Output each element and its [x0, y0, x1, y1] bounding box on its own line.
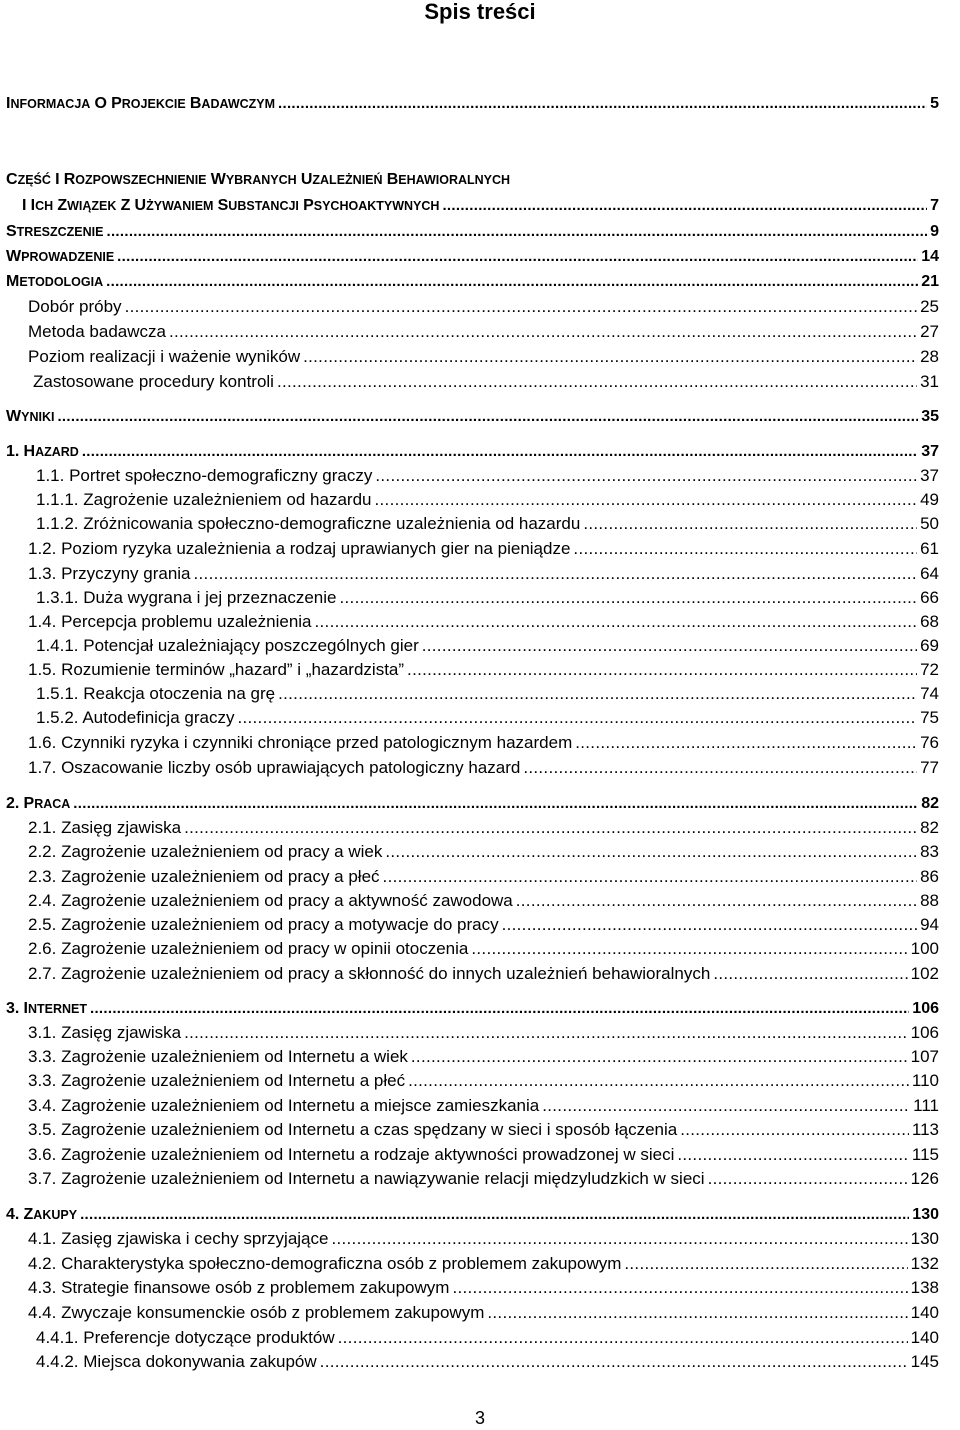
- toc-entry-title: 4.3. Strategie finansowe osób z problemem zakupowym: [28, 1278, 450, 1297]
- toc-entry-title: 1.4.1. Potencjał uzależniający poszczególnych gier: [36, 636, 419, 655]
- toc-page-number: 132: [910, 1254, 939, 1273]
- toc-dot-leader: [169, 320, 917, 344]
- toc-dot-leader: [713, 962, 907, 986]
- toc-entry[interactable]: [36, 706, 939, 730]
- toc-entry-title: 2.5. Zagrożenie uzależnieniem od pracy a motywacje do pracy: [28, 915, 499, 934]
- toc-entry-title: I ICH ZWIĄZEK Z UŻYWANIEM SUBSTANCJI PSYCHOAKTYWNYCH: [22, 197, 440, 214]
- toc-dot-leader: [125, 295, 918, 319]
- toc-entry-title: 1. HAZARD: [6, 443, 79, 460]
- toc-entry[interactable]: [28, 658, 939, 682]
- toc-entry[interactable]: [28, 816, 939, 840]
- toc-page-number: 130: [910, 1229, 939, 1248]
- toc-dot-leader: [278, 92, 927, 116]
- toc-entry[interactable]: [28, 562, 939, 586]
- toc-entry-title: 1.7. Oszacowanie liczby osób uprawiających patologiczny hazard: [28, 758, 521, 777]
- toc-entry[interactable]: [28, 913, 939, 937]
- toc-entry-title: 1.5.2. Autodefinicja graczy: [36, 708, 235, 727]
- toc-entry-title: 1.1.1. Zagrożenie uzależnieniem od hazardu: [36, 490, 372, 509]
- toc-page-number: 28: [920, 347, 939, 366]
- toc-entry[interactable]: [28, 1094, 939, 1118]
- toc-dot-leader: [487, 1301, 907, 1325]
- toc-page-number: 106: [910, 1023, 939, 1042]
- toc-dot-leader: [523, 756, 917, 780]
- toc-page-number: 37: [920, 466, 939, 485]
- toc-page-number: 68: [920, 612, 939, 631]
- toc-entry-title: WYNIKI: [6, 408, 55, 425]
- toc-entry-title: CZĘŚĆ I ROZPOWSZECHNIENIE WYBRANYCH UZALEŻNIEŃ BEHAWIORALNYCH: [6, 171, 511, 188]
- toc-entry-title: 1.3.1. Duża wygrana i jej przeznaczenie: [36, 588, 337, 607]
- toc-page-number: 35: [921, 408, 939, 425]
- toc-entry[interactable]: [28, 1118, 939, 1142]
- toc-entry-title: 1.3. Przyczyny grania: [28, 564, 191, 583]
- toc-dot-leader: [411, 1045, 908, 1069]
- toc-dot-leader: [73, 792, 918, 816]
- toc-page-number: 49: [920, 490, 939, 509]
- toc-section-entry[interactable]: [6, 440, 939, 464]
- toc-entry[interactable]: [28, 1227, 939, 1251]
- toc-dot-leader: [106, 220, 927, 244]
- toc-dot-leader: [303, 345, 917, 369]
- toc-page-number: 88: [920, 891, 939, 910]
- toc-entry-title: STRESZCZENIE: [6, 223, 104, 240]
- page-title: Spis treści: [424, 0, 536, 24]
- toc-entry[interactable]: [28, 537, 939, 561]
- toc-entry[interactable]: [36, 634, 939, 658]
- toc-entry-title: Dobór próby: [28, 297, 122, 316]
- toc-dot-leader: [442, 194, 927, 218]
- toc-dot-leader: [542, 1094, 910, 1118]
- toc-page-number: 25: [920, 297, 939, 316]
- toc-dot-leader: [320, 1350, 908, 1374]
- toc-page-number: 86: [920, 867, 939, 886]
- toc-page-number: 82: [920, 818, 939, 837]
- toc-dot-leader: [516, 889, 917, 913]
- toc-page-number: 145: [910, 1352, 939, 1371]
- toc-entry-title: 3.7. Zagrożenie uzależnieniem od Internetu a nawiązywanie relacji międzyludzkich w sieci: [28, 1169, 705, 1188]
- toc-entry-title: Zastosowane procedury kontroli: [33, 372, 274, 391]
- toc-entry[interactable]: [28, 889, 939, 913]
- page-number: 3: [474, 1408, 485, 1428]
- toc-page-number: 64: [920, 564, 939, 583]
- toc-entry-title: 1.4. Percepcja problemu uzależnienia: [28, 612, 312, 631]
- toc-section-entry[interactable]: [6, 220, 939, 244]
- toc-page-number: 115: [911, 1145, 939, 1164]
- toc-dot-leader: [624, 1252, 907, 1276]
- toc-entry-title: 4. ZAKUPY: [6, 1206, 78, 1223]
- toc-page-number: 140: [910, 1303, 939, 1322]
- toc-entry[interactable]: [36, 586, 939, 610]
- toc-dot-leader: [452, 1276, 907, 1300]
- toc-page-number: 31: [920, 372, 939, 391]
- toc-dot-leader: [237, 706, 917, 730]
- toc-page-number: 111: [913, 1096, 939, 1115]
- toc-dot-leader: [575, 731, 917, 755]
- toc-entry-title: 4.4.2. Miejsca dokonywania zakupów: [36, 1352, 317, 1371]
- toc-entry[interactable]: [28, 295, 939, 319]
- toc-page-number: 83: [920, 842, 939, 861]
- toc-entry[interactable]: [36, 1326, 939, 1350]
- toc-page-number: 76: [920, 733, 939, 752]
- toc-entry-title: 1.1.2. Zróżnicowania społeczno-demograficzne uzależnienia od hazardu: [36, 514, 581, 533]
- toc-entry-title: 3.6. Zagrożenie uzależnieniem od Internetu a rodzaje aktywności prowadzonej w sieci: [28, 1145, 675, 1164]
- toc-entry-title: 3.3. Zagrożenie uzależnieniem od Internetu a płeć: [28, 1071, 406, 1090]
- toc-dot-leader: [315, 610, 918, 634]
- toc-page-number: 100: [910, 939, 939, 958]
- toc-entry-title: 2.6. Zagrożenie uzależnieniem od pracy w opinii otoczenia: [28, 939, 469, 958]
- toc-entry[interactable]: [28, 1167, 939, 1191]
- toc-entry-title: WPROWADZENIE: [6, 248, 115, 265]
- toc-page-number: 21: [921, 273, 939, 290]
- toc-entry[interactable]: [28, 1021, 939, 1045]
- toc-entry-title: 2.4. Zagrożenie uzależnieniem od pracy a aktywność zawodowa: [28, 891, 513, 910]
- toc-dot-leader: [708, 1167, 908, 1191]
- toc-page-number: 106: [912, 1000, 939, 1017]
- toc-dot-leader: [385, 840, 917, 864]
- toc-dot-leader: [184, 816, 917, 840]
- toc-dot-leader: [407, 658, 917, 682]
- toc-dot-leader: [471, 937, 907, 961]
- toc-entry-title: 3.3. Zagrożenie uzależnieniem od Internetu a wiek: [28, 1047, 408, 1066]
- toc-page-number: 102: [910, 964, 939, 983]
- toc-entry-title: 4.4.1. Preferencje dotyczące produktów: [36, 1328, 335, 1347]
- toc-dot-leader: [57, 405, 918, 429]
- toc-entry-title: 1.2. Poziom ryzyka uzależnienia a rodzaj uprawianych gier na pieniądze: [28, 539, 571, 558]
- toc-entry[interactable]: [28, 1045, 939, 1069]
- toc-entry-title: 2.7. Zagrożenie uzależnieniem od pracy a skłonność do innych uzależnień behawioralnych: [28, 964, 711, 983]
- toc-page-number: 61: [920, 539, 939, 558]
- toc-entry-title: 2.2. Zagrożenie uzależnieniem od pracy a wiek: [28, 842, 383, 861]
- toc-page-number: 140: [910, 1328, 939, 1347]
- toc-entry[interactable]: [36, 682, 939, 706]
- toc-page-number: 27: [920, 322, 939, 341]
- toc-dot-leader: [278, 682, 917, 706]
- toc-section-entry[interactable]: [6, 270, 939, 294]
- toc-entry[interactable]: [36, 488, 939, 512]
- toc-entry[interactable]: [28, 865, 939, 889]
- toc-page-number: 14: [921, 248, 939, 265]
- toc-entry-title: 1.5. Rozumienie terminów „hazard” i „hazardzista”: [28, 660, 405, 679]
- toc-page-number: 77: [920, 758, 939, 777]
- toc-page-number: 69: [920, 636, 939, 655]
- toc-entry-title: 3.1. Zasięg zjawiska: [28, 1023, 182, 1042]
- toc-page-number: 126: [910, 1169, 939, 1188]
- toc-dot-leader: [338, 1326, 908, 1350]
- toc-section-entry[interactable]: [6, 92, 939, 116]
- toc-page-number: 138: [910, 1278, 939, 1297]
- toc-page-number: 130: [912, 1206, 939, 1223]
- toc-dot-leader: [408, 1069, 909, 1093]
- toc-page-number: 72: [920, 660, 939, 679]
- toc-dot-leader: [331, 1227, 907, 1251]
- toc-entry-title: INFORMACJA O PROJEKCIE BADAWCZYM: [6, 95, 276, 112]
- toc-entry[interactable]: [36, 1350, 939, 1374]
- toc-entry[interactable]: [28, 731, 939, 755]
- toc-dot-leader: [375, 464, 917, 488]
- toc-dot-leader: [340, 586, 918, 610]
- toc-page-number: 50: [920, 514, 939, 533]
- toc-dot-leader: [82, 440, 918, 464]
- toc-entry-title: 2. PRACA: [6, 795, 71, 812]
- toc-dot-leader: [677, 1143, 909, 1167]
- toc-page-number: 7: [930, 197, 939, 214]
- toc-page-number: 75: [920, 708, 939, 727]
- toc-entry-title: 3. INTERNET: [6, 1000, 87, 1017]
- toc-entry-title: 4.4. Zwyczaje konsumenckie osób z problemem zakupowym: [28, 1303, 485, 1322]
- toc-entry[interactable]: [28, 1143, 939, 1167]
- toc-dot-leader: [106, 270, 918, 294]
- toc-page-number: 37: [921, 443, 939, 460]
- toc-dot-leader: [583, 512, 917, 536]
- toc-dot-leader: [90, 997, 909, 1021]
- toc-section-entry[interactable]: [6, 792, 939, 816]
- toc-entry-title: Poziom realizacji i ważenie wyników: [28, 347, 301, 366]
- toc-entry[interactable]: [28, 962, 939, 986]
- toc-page-number: 74: [920, 684, 939, 703]
- toc-dot-leader: [194, 562, 918, 586]
- toc-page-number: 113: [911, 1120, 939, 1139]
- toc-section-entry[interactable]: [22, 194, 939, 218]
- toc-entry[interactable]: [28, 937, 939, 961]
- toc-section-entry[interactable]: [6, 1203, 939, 1227]
- toc-entry[interactable]: [28, 756, 939, 780]
- toc-section-entry[interactable]: [6, 405, 939, 429]
- toc-dot-leader: [573, 537, 917, 561]
- toc-page-number: 110: [911, 1071, 939, 1090]
- toc-entry[interactable]: [28, 1301, 939, 1325]
- toc-entry[interactable]: [28, 345, 939, 369]
- toc-entry-title: 1.5.1. Reakcja otoczenia na grę: [36, 684, 276, 703]
- toc-entry[interactable]: [28, 1069, 939, 1093]
- toc-entry-title: 1.6. Czynniki ryzyka i czynniki chroniące przed patologicznym hazardem: [28, 733, 573, 752]
- toc-dot-leader: [422, 634, 917, 658]
- toc-dot-leader: [375, 488, 918, 512]
- toc-entry[interactable]: [28, 1276, 939, 1300]
- toc-page-number: 82: [921, 795, 939, 812]
- toc-dot-leader: [383, 865, 918, 889]
- toc-page-number: 66: [920, 588, 939, 607]
- toc-page-number: 94: [920, 915, 939, 934]
- toc-entry-title: 4.2. Charakterystyka społeczno-demograficzna osób z problemem zakupowym: [28, 1254, 622, 1273]
- toc-entry[interactable]: [28, 610, 939, 634]
- toc-entry-title: 3.5. Zagrożenie uzależnieniem od Internetu a czas spędzany w sieci i sposób łączenia: [28, 1120, 678, 1139]
- toc-dot-leader: [80, 1203, 909, 1227]
- toc-entry-title: METODOLOGIA: [6, 273, 104, 290]
- toc-entry-title: 1.1. Portret społeczno-demograficzny graczy: [36, 466, 373, 485]
- toc-dot-leader: [184, 1021, 908, 1045]
- toc-dot-leader: [680, 1118, 909, 1142]
- toc-entry-title: 2.3. Zagrożenie uzależnieniem od pracy a płeć: [28, 867, 380, 886]
- toc-entry-title: 2.1. Zasięg zjawiska: [28, 818, 182, 837]
- toc-page-number: 107: [910, 1047, 939, 1066]
- toc-entry[interactable]: [36, 464, 939, 488]
- toc-entry[interactable]: [36, 512, 939, 536]
- toc-page-number: 9: [930, 223, 939, 240]
- toc-entry-title: Metoda badawcza: [28, 322, 166, 341]
- toc-entry-title: 4.1. Zasięg zjawiska i cechy sprzyjające: [28, 1229, 329, 1248]
- toc-entry[interactable]: [28, 320, 939, 344]
- toc-page-number: 5: [930, 95, 939, 112]
- toc-dot-leader: [117, 245, 918, 269]
- toc-section-entry[interactable]: [6, 245, 939, 269]
- toc-entry[interactable]: [28, 840, 939, 864]
- toc-dot-leader: [502, 913, 917, 937]
- toc-entry[interactable]: [33, 370, 939, 394]
- toc-entry-title: 3.4. Zagrożenie uzależnieniem od Internetu a miejsce zamieszkania: [28, 1096, 540, 1115]
- toc-section-entry[interactable]: [6, 997, 939, 1021]
- toc-heading-line: [6, 168, 510, 192]
- toc-dot-leader: [277, 370, 917, 394]
- toc-entry[interactable]: [28, 1252, 939, 1276]
